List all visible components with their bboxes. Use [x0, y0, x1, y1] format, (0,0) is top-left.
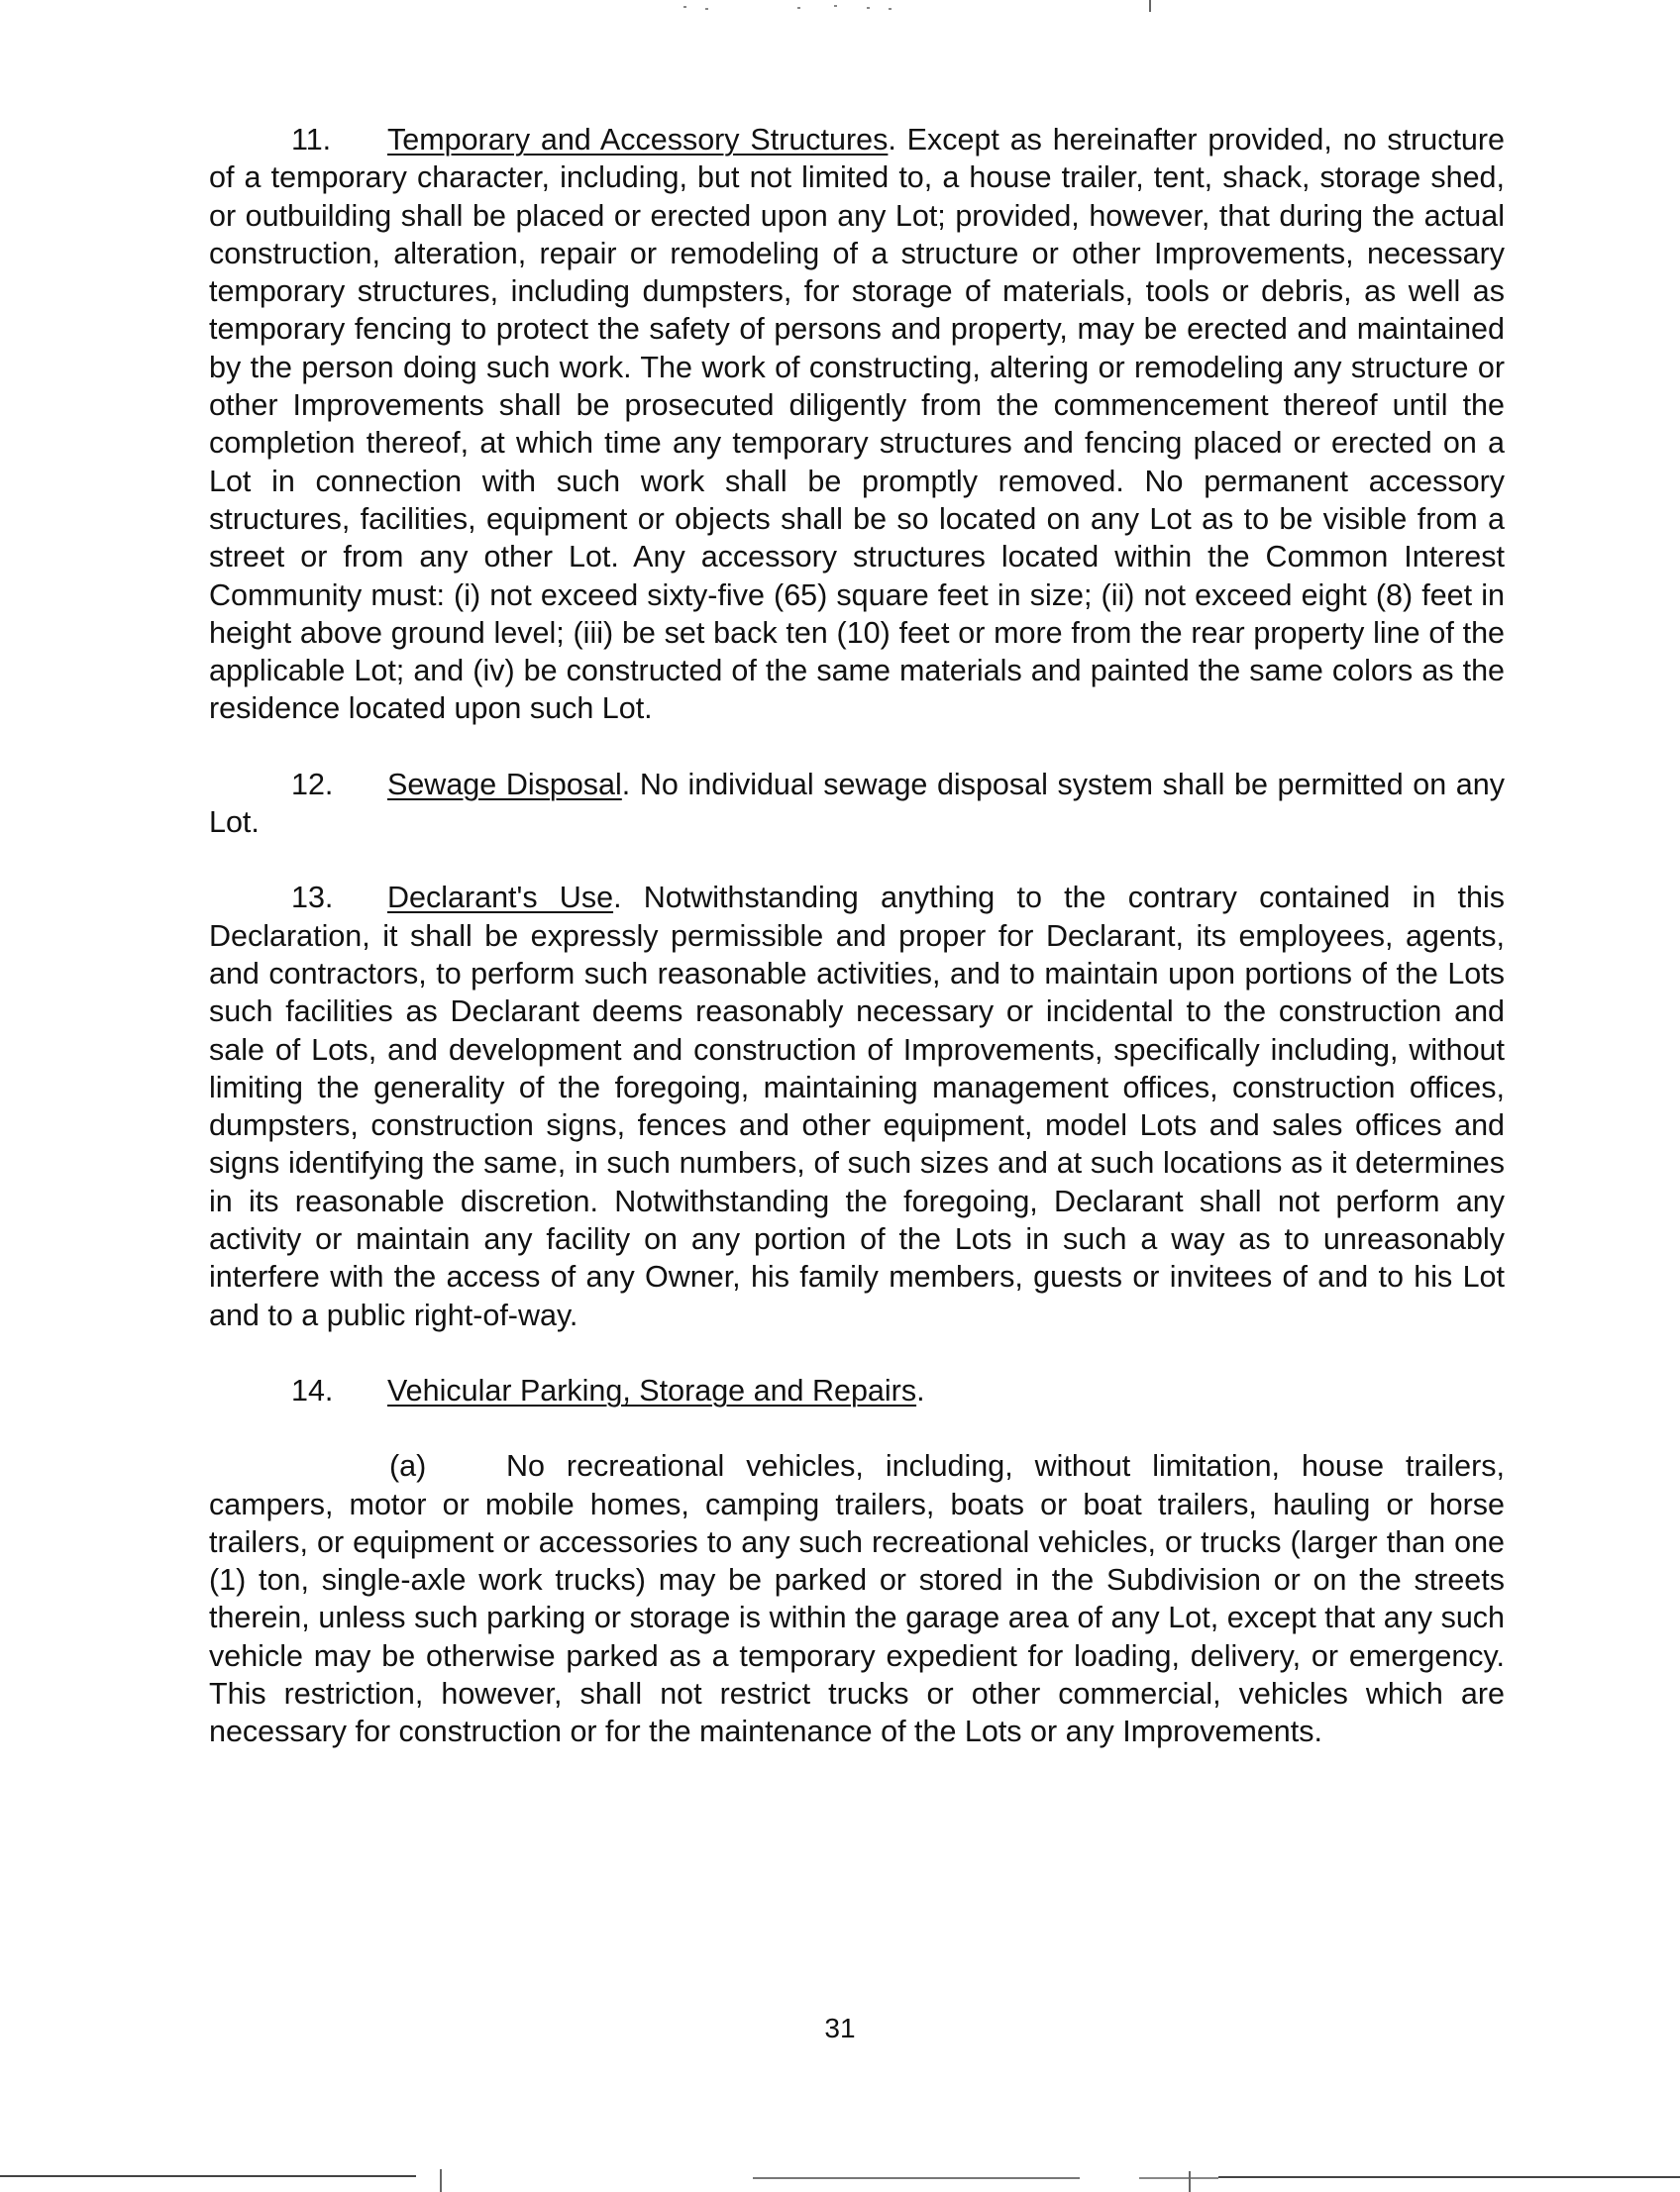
section-title: Vehicular Parking, Storage and Repairs	[387, 1373, 917, 1408]
scan-artifact	[889, 8, 892, 10]
section-text: . Except as hereinafter provided, no structure of a temporary character, including, but not limited to, a house trailer, tent, shack, storage shed, or outbuilding shall be placed or erected upon any Lot; provided, however, that during the actual construction, alteration, repair or remodeling of a structure or other Improvements, necessary temporary structures, including dumpsters, for storage of materials, tools or debris, as well as temporary fencing to protect the safety of persons and property, may be erected and maintained by the person doing such work. The work of constructing, altering or remodeling any structure or other Improvements shall be prosecuted diligently from the commencement thereof until the completion thereof, at which time any temporary structures and fencing placed or erected on a Lot in connection with such work shall be promptly removed. No permanent accessory structures, facilities, equipment or objects shall be so located on any Lot as to be visible from a street or from any other Lot. Any accessory structures located within the Common Interest Community must: (i) not exceed sixty-five (65) square feet in size; (ii) not exceed eight (8) feet in height above ground level; (iii) be set back ten (10) feet or more from the rear property line of the applicable Lot; and (iv) be constructed of the same materials and painted the same colors as the residence located upon such Lot.	[209, 123, 1505, 726]
section-14	[209, 1372, 1505, 1409]
section-number: 14.	[291, 1373, 334, 1408]
section-number: 13.	[291, 881, 334, 915]
section-text: .	[916, 1373, 925, 1408]
scan-artifact	[1149, 0, 1151, 12]
section-number: 12.	[291, 767, 334, 801]
scan-artifact	[1189, 2171, 1191, 2192]
page-number: 31	[824, 2013, 856, 2043]
scan-artifact	[834, 5, 837, 7]
section-title: Sewage Disposal	[387, 767, 622, 801]
scan-artifact	[0, 2175, 416, 2177]
section-title: Temporary and Accessory Structures	[387, 123, 889, 157]
subsection-text: No recreational vehicles, including, without limitation, house trailers, campers, motor or mobile homes, camping trailers, boats or boat trailers, hauling or horse trailers, or equipment or accessories to any such recreational vehicles, or trucks (larger than one (1) ton, single-axle work trucks) may be parked or stored in the Subdivision or on the streets therein, unless such parking or storage is within the garage area of any Lot, except that any such vehicle may be otherwise parked as a temporary expedient for loading, delivery, or emergency. This restriction, however, shall not restrict trucks or other commercial, vehicles which are necessary for construction or for the maintenance of the Lots or any Improvements.	[209, 1449, 1505, 1749]
section-13	[209, 879, 1505, 1334]
section-title: Declarant's Use	[387, 881, 614, 915]
section-12	[209, 766, 1505, 842]
scan-artifact	[683, 6, 686, 8]
scan-artifact	[753, 2177, 1080, 2179]
subsection-label: (a)	[389, 1449, 427, 1484]
section-number: 11.	[291, 123, 332, 157]
section-11	[209, 121, 1505, 728]
scan-artifact	[440, 2169, 442, 2192]
section-text: . No individual sewage disposal system shall be permitted on any Lot.	[209, 767, 1505, 840]
document-body	[209, 121, 1505, 1751]
scan-artifact	[867, 7, 870, 9]
subsection-a	[209, 1447, 1505, 1750]
section-text: . Notwithstanding anything to the contrary contained in this Declaration, it shall be expressly permissible and proper for Declarant, its employees, agents, and contractors, to perform such reasonable activities, and to maintain upon portions of the Lots such facilities as Declarant deems reasonably necessary or incidental to the construction and sale of Lots, and development and construction of Improvements, specifically including, without limiting the generality of the foregoing, maintaining management offices, construction offices, dumpsters, construction signs, fences and other equipment, model Lots and sales offices and signs identifying the same, in such numbers, of such sizes and at such locations as it determines in its reasonable discretion. Notwithstanding the foregoing, Declarant shall not perform any activity or maintain any facility on any portion of the Lots in such a way as to unreasonably interfere with the access of any Owner, his family members, guests or invitees of and to his Lot and to a public right-of-way.	[209, 881, 1505, 1332]
scan-artifact	[1139, 2177, 1218, 2179]
scan-artifact	[797, 7, 800, 9]
scan-artifact	[705, 8, 708, 10]
scan-artifact	[1218, 2176, 1680, 2178]
